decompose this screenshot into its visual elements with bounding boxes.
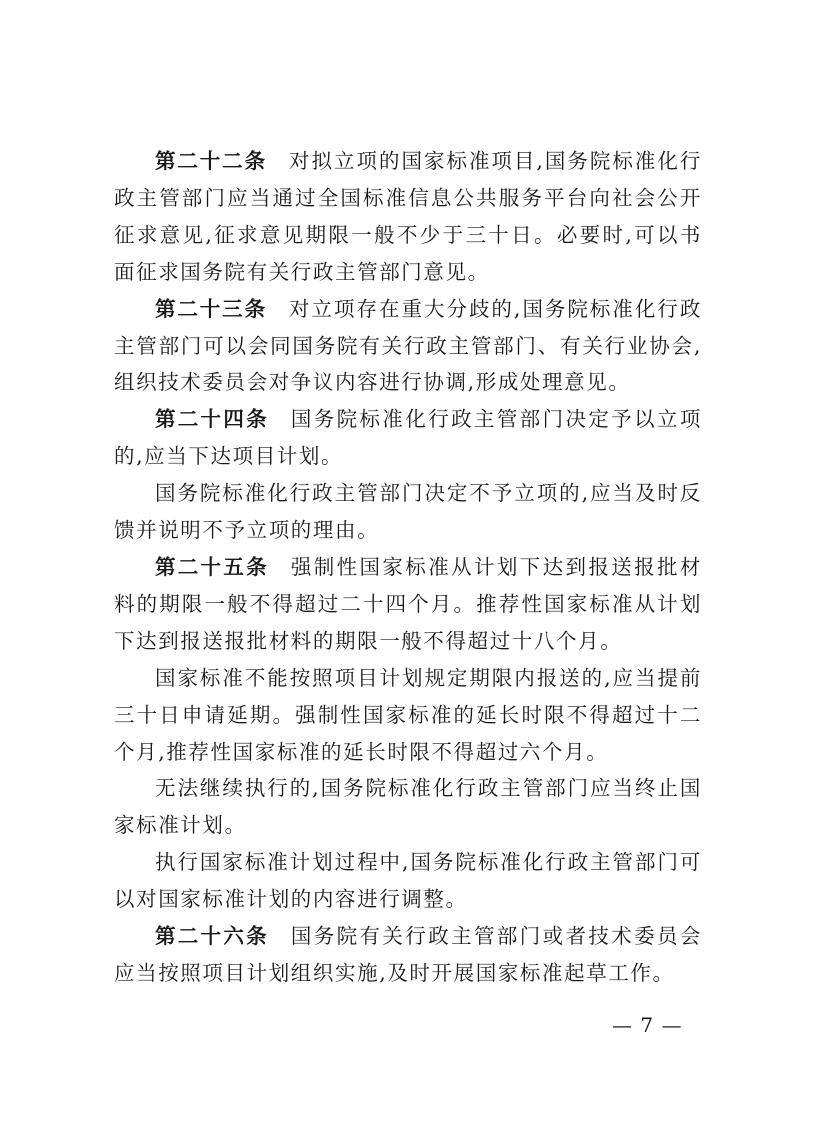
article-label: 第二十二条 xyxy=(155,149,267,173)
article-25-paragraph xyxy=(114,549,702,660)
article-24-continuation-paragraph xyxy=(114,475,702,549)
paragraph-text: 国务院标准化行政主管部门决定不予立项的,应当及时反馈并说明不予立项的理由。 xyxy=(114,481,702,543)
paragraph-text: 对立项存在重大分歧的,国务院标准化行政主管部门可以会同国务院有关行政主管部门、有关行业协会,组织技术委员会对争议内容进行协调,形成处理意见。 xyxy=(114,296,703,395)
article-24-paragraph xyxy=(114,401,702,475)
article-25-continuation-paragraph xyxy=(114,660,702,771)
article-label: 第二十四条 xyxy=(155,407,269,432)
paragraph-text: 国家标准不能按照项目计划规定期限内报送的,应当提前三十日申请延期。强制性国家标准的延长时限不得超过十二个月,推荐性国家标准的延长时限不得超过六个月。 xyxy=(114,665,702,764)
page-number: — 7 — xyxy=(612,1013,683,1037)
article-label: 第二十三条 xyxy=(155,296,267,321)
article-22-paragraph xyxy=(114,143,702,291)
article-25-continuation-paragraph xyxy=(114,770,702,844)
article-25-continuation-paragraph xyxy=(114,844,702,918)
article-body xyxy=(114,143,702,992)
paragraph-text: 执行国家标准计划过程中,国务院标准化行政主管部门可以对国家标准计划的内容进行调整。 xyxy=(114,850,702,912)
paragraph-text: 国务院有关行政主管部门或者技术委员会应当按照项目计划组织实施,及时开展国家标准起草工作。 xyxy=(114,924,702,985)
article-23-paragraph xyxy=(114,291,702,402)
paragraph-text: 国务院标准化行政主管部门决定予以立项的,应当下达项目计划。 xyxy=(114,407,702,469)
paragraph-text: 强制性国家标准从计划下达到报送报批材料的期限一般不得超过二十四个月。推荐性国家标准从计划下达到报送报批材料的期限一般不得超过十八个月。 xyxy=(114,554,702,653)
article-label: 第二十六条 xyxy=(155,924,269,949)
article-26-paragraph xyxy=(114,918,702,992)
paragraph-text: 对拟立项的国家标准项目,国务院标准化行政主管部门应当通过全国标准信息公共服务平台向社会公开征求意见,征求意见期限一般不少于三十日。必要时,可以书面征求国务院有关行政主管部门意见。 xyxy=(114,149,703,284)
article-label: 第二十五条 xyxy=(155,554,269,579)
paragraph-text: 无法继续执行的,国务院标准化行政主管部门应当终止国家标准计划。 xyxy=(114,776,702,838)
